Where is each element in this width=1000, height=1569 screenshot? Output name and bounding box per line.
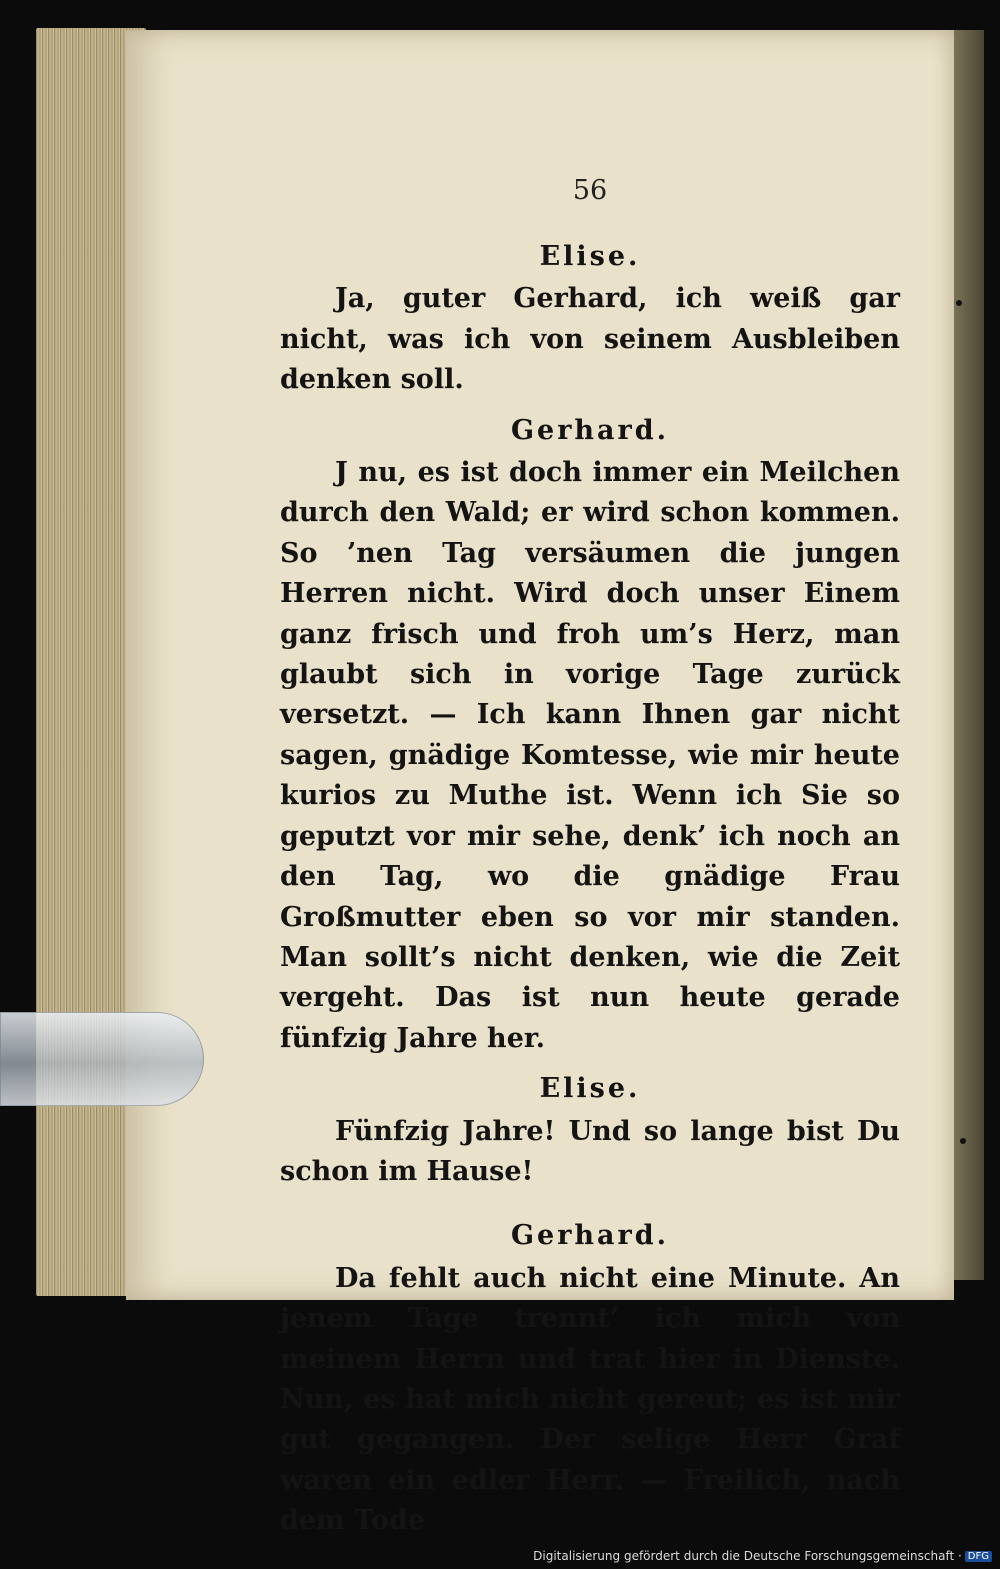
page-clip: [0, 1012, 204, 1106]
dialogue-paragraph: Da fehlt auch nicht eine Minute. An jenem Tage trennt’ ich mich von meinem Herrn und trat hier in Dienste. Nun, es hat mich nicht gereut; es ist mir gut gegangen. Der selige Herr Graf waren ein edler Herr. — Freilich, nach dem Tode: [280, 1262, 900, 1537]
speaker-name: Elise.: [539, 241, 641, 272]
page-text: [280, 235, 900, 1542]
facing-page-edge: [954, 30, 984, 1280]
dialogue-paragraph: J nu, es ist doch immer ein Meilchen durch den Wald; er wird schon kommen. So ’nen Tag versäumen die jungen Herren nicht. Wird doch unser Einem ganz frisch und froh um’s Herz, man glaubt sich in vorige Tage zurück versetzt. — Ich kann Ihnen gar nicht sagen, gnädige Komtesse, wie mir heute kurios zu Muthe ist. Wenn ich Sie so geputzt vor mir sehe, denk’ ich noch an den Tag, wo die gnädige Frau Großmutter eben so vor mir standen. Man sollt’s nicht denken, wie die Zeit vergeht. Das ist nun heute gerade fünfzig Jahre her.: [280, 457, 900, 1054]
footer-credit: [533, 1549, 992, 1563]
margin-mark: [956, 300, 962, 306]
footer-text: Digitalisierung gefördert durch die Deutsche Forschungsgemeinschaft ·: [533, 1549, 962, 1563]
dfg-logo: DFG: [965, 1551, 992, 1562]
speaker-name: Elise.: [539, 1073, 641, 1105]
dialogue-paragraph: Fünfzig Jahre! Und so lange bist Du schon im Hause!: [280, 1115, 900, 1187]
speaker-name: Gerhard.: [510, 414, 670, 446]
speaker-name: Gerhard.: [510, 1220, 670, 1252]
dialogue-paragraph: Ja, guter Gerhard, ich weiß gar nicht, was ich von seinem Ausbleiben denken soll.: [280, 283, 900, 396]
margin-mark: [960, 1138, 966, 1144]
page-number: 56: [572, 175, 608, 206]
